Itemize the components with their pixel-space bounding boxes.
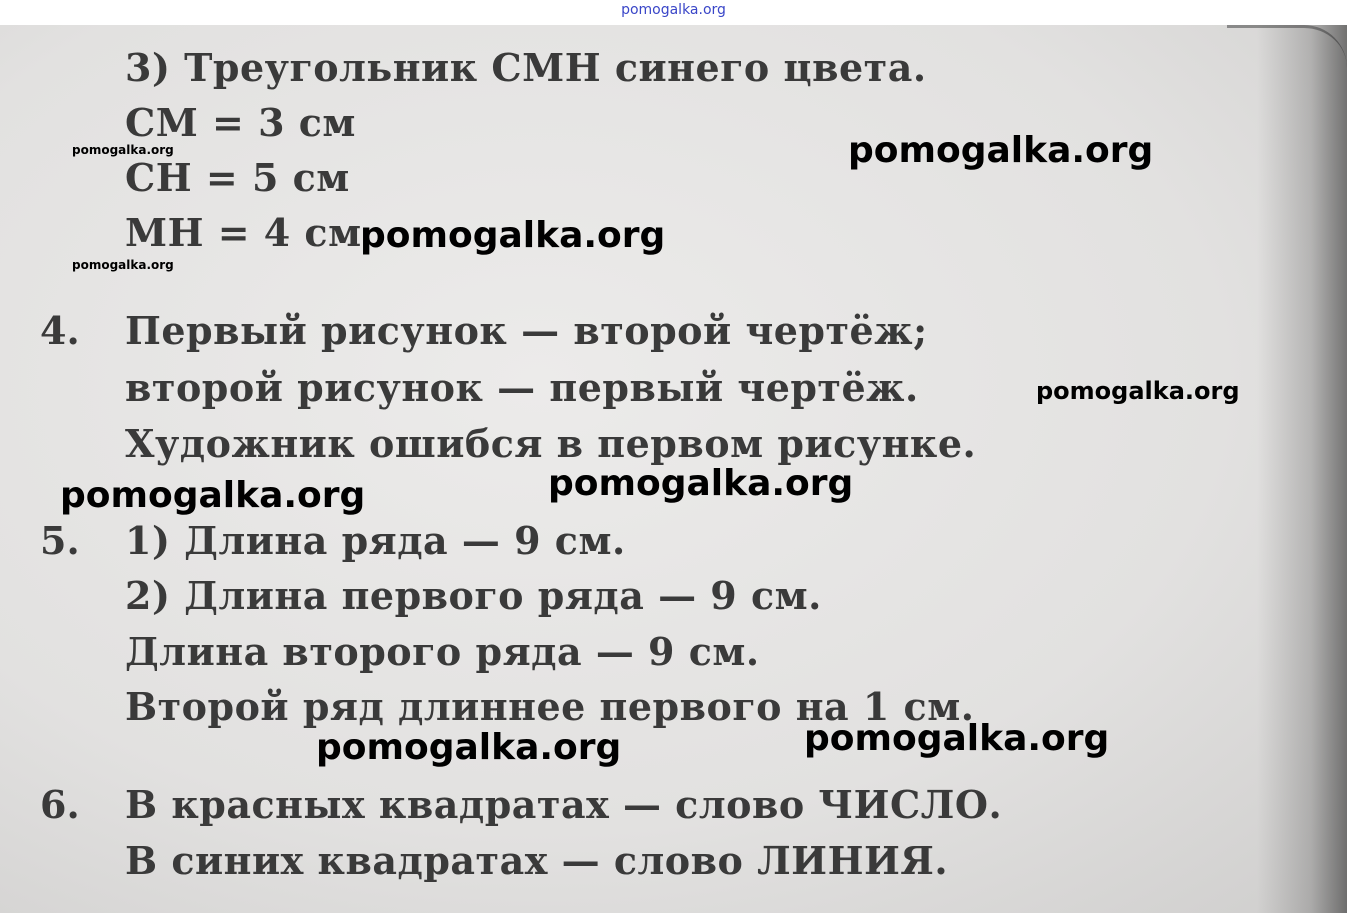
watermark-small-2: pomogalka.org	[72, 258, 174, 272]
task5-number: 5.	[40, 518, 80, 563]
task6-number: 6.	[40, 782, 80, 827]
task4-line-3: Художник ошибся в первом рисунке.	[125, 421, 977, 466]
task5-line-2: 2) Длина первого ряда — 9 см.	[125, 573, 822, 618]
task3-heading: 3) Треугольник СМН синего цвета.	[125, 45, 927, 90]
task5-line-3: Длина второго ряда — 9 см.	[125, 629, 760, 674]
task4-line-2: второй рисунок — первый чертёж.	[125, 365, 919, 410]
task6-line-1: В красных квадратах — слово ЧИСЛО.	[125, 782, 1003, 827]
task5-line-4: Второй ряд длиннее первого на 1 см.	[125, 684, 975, 729]
watermark-large-4: pomogalka.org	[548, 463, 854, 504]
watermark-large-2: pomogalka.org	[360, 215, 666, 256]
watermark-large-3: pomogalka.org	[60, 475, 366, 516]
task3-side-cm: СМ = 3 см	[125, 100, 356, 145]
task6-line-2: В синих квадратах — слово ЛИНИЯ.	[125, 838, 949, 883]
watermark-large-6: pomogalka.org	[804, 718, 1110, 759]
textbook-page	[0, 25, 1347, 913]
task4-line-1: Первый рисунок — второй чертёж;	[125, 308, 928, 353]
watermark-small-1: pomogalka.org	[72, 143, 174, 157]
task4-number: 4.	[40, 308, 80, 353]
watermark-medium-1: pomogalka.org	[1036, 377, 1240, 405]
watermark-large-1: pomogalka.org	[848, 130, 1154, 171]
page-curl	[1227, 25, 1347, 68]
task3-side-mh: МН = 4 см	[125, 210, 362, 255]
top-watermark: pomogalka.org	[621, 2, 726, 18]
task5-line-1: 1) Длина ряда — 9 см.	[125, 518, 626, 563]
task3-side-ch: СН = 5 см	[125, 155, 350, 200]
watermark-large-5: pomogalka.org	[316, 727, 622, 768]
